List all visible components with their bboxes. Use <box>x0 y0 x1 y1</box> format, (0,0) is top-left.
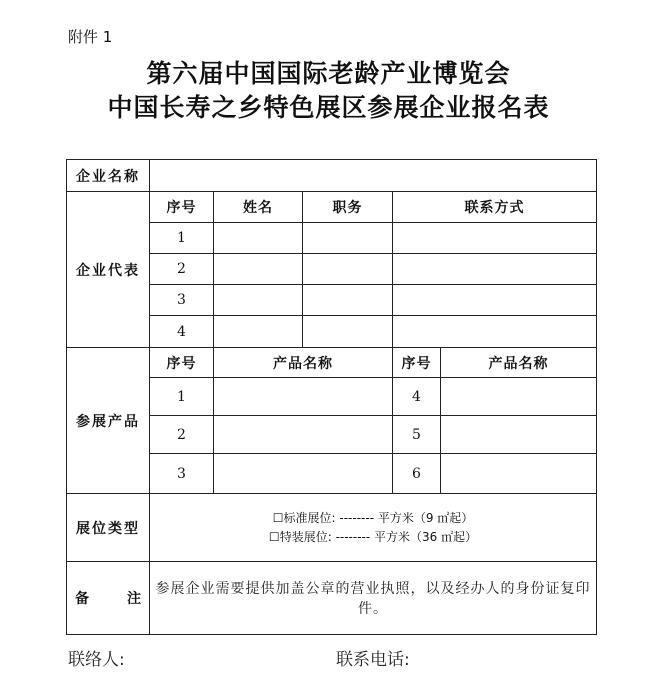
product-row-number: 4 <box>393 378 441 416</box>
rep-name-field[interactable] <box>214 223 303 254</box>
product-name-field[interactable] <box>214 416 393 454</box>
rep-row-number: 1 <box>150 223 214 254</box>
product-name-field[interactable] <box>214 454 393 494</box>
company-name-label: 企业名称 <box>67 160 150 192</box>
product-row-number: 5 <box>393 416 441 454</box>
product-name-field[interactable] <box>441 416 597 454</box>
product-header-name-left: 产品名称 <box>214 348 393 378</box>
remarks-row <box>67 562 597 635</box>
product-header-no-left: 序号 <box>150 348 214 378</box>
product-row-number: 6 <box>393 454 441 494</box>
special-booth-area-blank[interactable]: -------- <box>335 529 371 544</box>
standard-booth-text: 标准展位: <box>283 510 336 525</box>
products-label: 参展产品 <box>67 348 150 494</box>
rep-position-field[interactable] <box>303 285 393 316</box>
representatives-label: 企业代表 <box>67 192 150 348</box>
booth-type-row <box>67 494 597 562</box>
product-header-no-right: 序号 <box>393 348 441 378</box>
booth-type-label: 展位类型 <box>67 494 150 562</box>
booth-option-special <box>150 528 596 547</box>
rep-header-contact: 联系方式 <box>393 192 597 223</box>
remarks-label <box>67 562 150 635</box>
rep-header-position: 职务 <box>303 192 393 223</box>
registration-form-table <box>66 159 597 635</box>
rep-row-number: 3 <box>150 285 214 316</box>
rep-position-field[interactable] <box>303 254 393 285</box>
rep-row-number: 4 <box>150 316 214 348</box>
special-booth-unit: 平方米（36 ㎡起） <box>374 529 478 544</box>
rep-position-field[interactable] <box>303 316 393 348</box>
special-booth-checkbox[interactable]: ☐ <box>268 529 280 544</box>
form-title-line2: 中国长寿之乡特色展区参展企业报名表 <box>107 93 550 122</box>
special-booth-text: 特装展位: <box>279 529 332 544</box>
rep-header-name: 姓名 <box>214 192 303 223</box>
rep-row-number: 2 <box>150 254 214 285</box>
product-name-field[interactable] <box>441 378 597 416</box>
standard-booth-unit: 平方米（9 ㎡起） <box>377 510 474 525</box>
attachment-label: 附件 1 <box>68 28 113 46</box>
company-name-row <box>67 160 597 192</box>
product-row-number: 3 <box>150 454 214 494</box>
products-header-row <box>67 348 597 378</box>
rep-name-field[interactable] <box>214 285 303 316</box>
contact-phone-label: 联系电话: <box>336 650 410 670</box>
product-row-number: 2 <box>150 416 214 454</box>
standard-booth-area-blank[interactable]: -------- <box>339 510 375 525</box>
contact-person-label: 联络人: <box>68 650 125 670</box>
booth-options <box>150 494 597 562</box>
rep-name-field[interactable] <box>214 254 303 285</box>
rep-contact-field[interactable] <box>393 254 597 285</box>
remarks-text: 参展企业需要提供加盖公章的营业执照，以及经办人的身份证复印件。 <box>150 562 597 635</box>
form-title-line1: 第六届中国国际老龄产业博览会 <box>146 59 511 88</box>
rep-position-field[interactable] <box>303 223 393 254</box>
rep-contact-field[interactable] <box>393 223 597 254</box>
product-name-field[interactable] <box>441 454 597 494</box>
rep-contact-field[interactable] <box>393 316 597 348</box>
representatives-header-row <box>67 192 597 223</box>
rep-name-field[interactable] <box>214 316 303 348</box>
standard-booth-checkbox[interactable]: ☐ <box>272 510 284 525</box>
product-row-number: 1 <box>150 378 214 416</box>
product-name-field[interactable] <box>214 378 393 416</box>
remarks-label-char2: 注 <box>127 591 141 607</box>
product-header-name-right: 产品名称 <box>441 348 597 378</box>
rep-header-no: 序号 <box>150 192 214 223</box>
remarks-label-char1: 备 <box>75 591 89 607</box>
booth-option-standard <box>150 509 596 528</box>
company-name-field[interactable] <box>150 160 597 192</box>
rep-contact-field[interactable] <box>393 285 597 316</box>
